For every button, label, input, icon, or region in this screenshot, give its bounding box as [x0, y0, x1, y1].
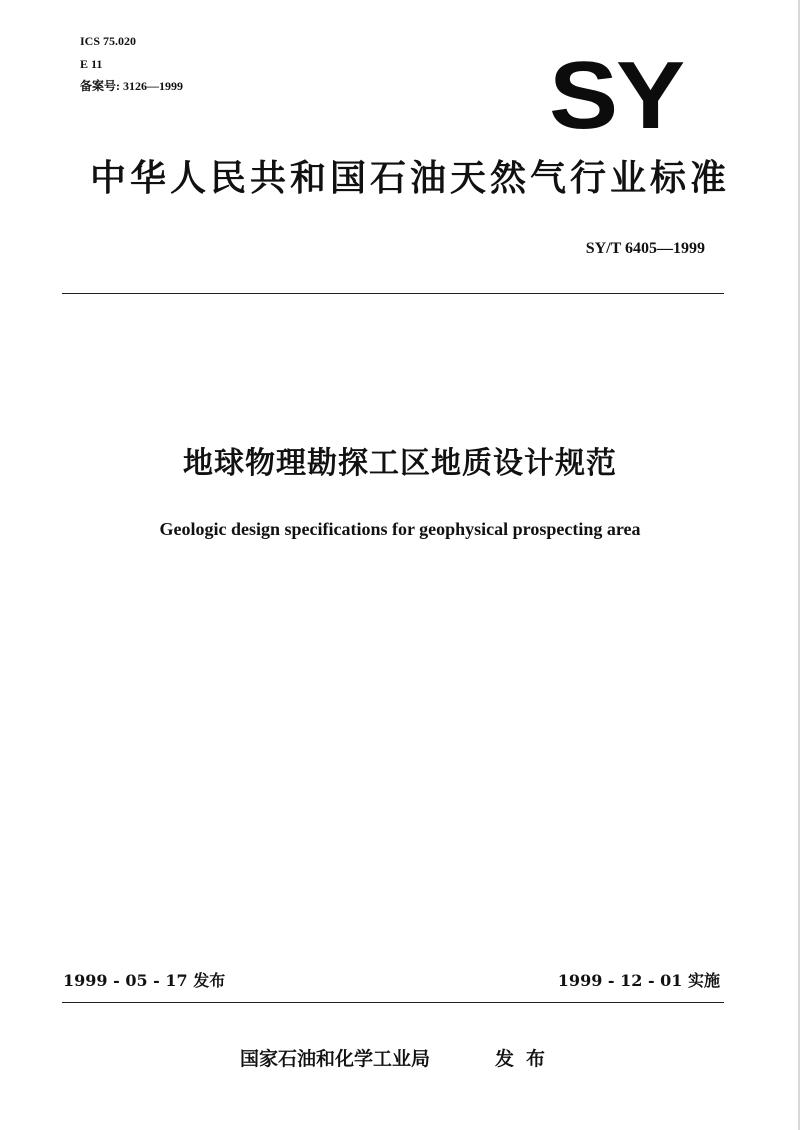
effective-date: 1999 - 12 - 01 实施	[557, 971, 720, 990]
sy-logo: SY	[549, 42, 683, 149]
standard-code: SY/T 6405—1999	[585, 240, 705, 257]
bottom-divider	[62, 1002, 724, 1003]
standard-category: 中华人民共和国石油天然气行业标准	[90, 158, 731, 199]
issue-date: 1999 - 05 - 17 发布	[63, 971, 226, 990]
top-divider	[62, 293, 724, 294]
document-title-english: Geologic design specifications for geophysical prospecting area	[159, 519, 641, 539]
ics-code: ICS 75.020	[80, 34, 137, 48]
record-number: 备案号: 3126—1999	[80, 79, 183, 93]
publish-label: 发布	[495, 1048, 558, 1070]
classification-code: E 11	[80, 57, 103, 71]
publisher-name: 国家石油和化学工业局	[240, 1048, 431, 1070]
document-title-chinese: 地球物理勘探工区地质设计规范	[183, 446, 617, 481]
